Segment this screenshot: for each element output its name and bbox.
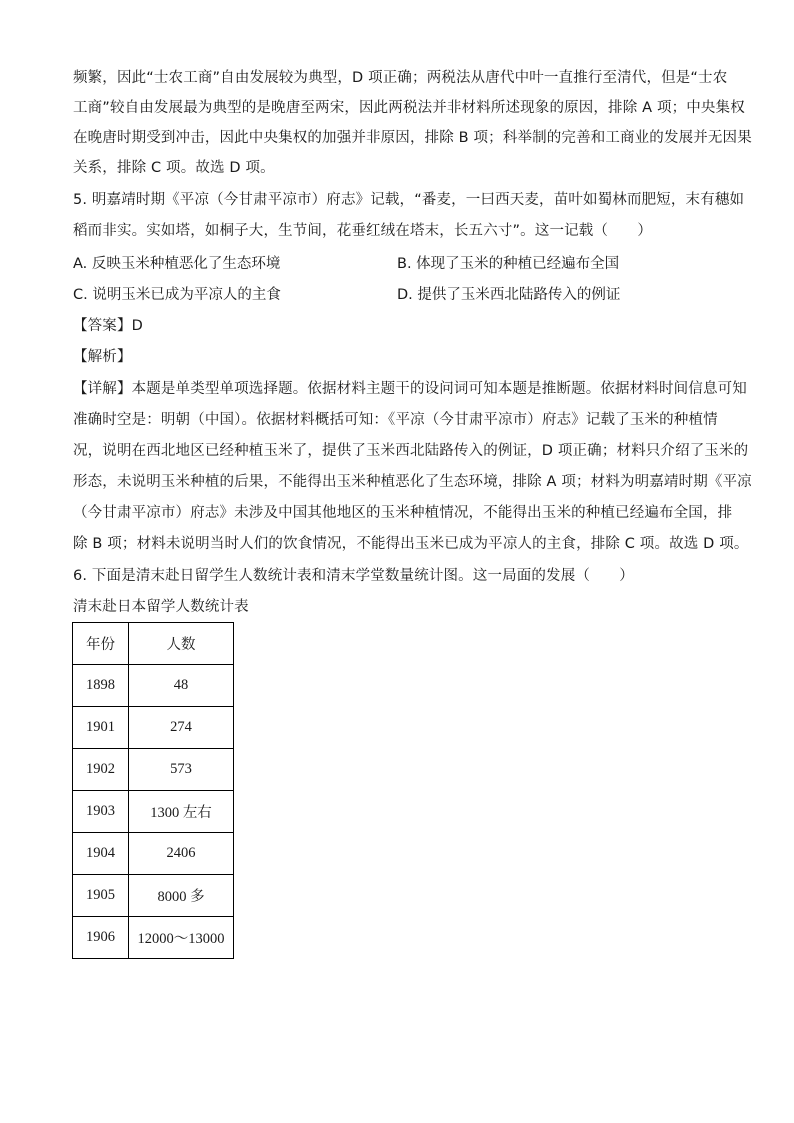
cell-count: 2406 — [129, 833, 234, 875]
cell-count: 48 — [129, 665, 234, 707]
cell-count: 8000 多 — [129, 875, 234, 917]
cell-year: 1903 — [73, 791, 129, 833]
cell-year: 1902 — [73, 749, 129, 791]
q5-detail-line: 除 B 项；材料未说明当时人们的饮食情况，不能得出玉米已成为平凉人的主食，排除 C 项。故选 D 项。 — [73, 536, 749, 552]
prev-explanation-line: 在晚唐时期受到冲击，因此中央集权的加强并非原因，排除 B 项；科举制的完善和工商业的发展并无因果 — [73, 130, 752, 146]
prev-explanation-line: 工商”较自由发展最为典型的是晚唐至两宋，因此两税法并非材料所述现象的原因，排除 A 项；中央集权 — [73, 100, 745, 116]
prev-explanation-line: 频繁，因此“士农工商”自由发展较为典型，D 项正确；两税法从唐代中叶一直推行至清代，但是“士农 — [73, 70, 728, 86]
table-row — [73, 749, 234, 791]
cell-year: 1904 — [73, 833, 129, 875]
q5-detail-line: 【详解】本题是单类型单项选择题。依据材料主题干的设问词可知本题是推断题。依据材料时间信息可知 — [73, 381, 747, 397]
q5-analysis-label: 【解析】 — [73, 349, 132, 365]
q5-stem-line: 5. 明嘉靖时期《平凉（今甘肃平凉市）府志》记载，“番麦，一曰西天麦，苗叶如蜀林而肥短，末有穗如 — [73, 192, 745, 208]
cell-count: 1300 左右 — [129, 791, 234, 833]
cell-count: 573 — [129, 749, 234, 791]
q5-answer — [73, 316, 143, 336]
cell-year: 1906 — [73, 917, 129, 959]
table-row — [73, 707, 234, 749]
study-abroad-table — [72, 622, 234, 959]
cell-count: 274 — [129, 707, 234, 749]
q5-option-b: B. 体现了玉米的种植已经遍布全国 — [397, 256, 620, 272]
cell-count: 12000～13000 — [129, 917, 234, 959]
q5-option-c: C. 说明玉米已成为平凉人的主食 — [73, 287, 281, 303]
table-row — [73, 875, 234, 917]
table-row — [73, 917, 234, 959]
answer-value: D — [131, 318, 143, 334]
cell-year: 1905 — [73, 875, 129, 917]
header-count: 人数 — [129, 623, 234, 665]
q5-detail-line: 准确时空是：明朝（中国）。依据材料概括可知：《平凉（今甘肃平凉市）府志》记载了玉米的种植情 — [73, 412, 718, 428]
header-year: 年份 — [73, 623, 129, 665]
cell-year: 1898 — [73, 665, 129, 707]
prev-explanation-line: 关系，排除 C 项。故选 D 项。 — [73, 160, 275, 176]
q5-detail-line: 况，说明在西北地区已经种植玉米了，提供了玉米西北陆路传入的例证，D 项正确；材料只介绍了玉米的 — [73, 443, 749, 459]
table-row — [73, 791, 234, 833]
q5-option-a: A. 反映玉米种植恶化了生态环境 — [73, 256, 281, 272]
q5-detail-line: （今甘肃平凉市）府志》未涉及中国其他地区的玉米种植情况，不能得出玉米的种植已经遍布全国，排 — [73, 505, 733, 521]
table-header-row — [73, 623, 234, 665]
q5-detail-line: 形态，未说明玉米种植的后果，不能得出玉米种植恶化了生态环境，排除 A 项；材料为明嘉靖时期《平凉 — [73, 474, 752, 490]
q6-table-title: 清末赴日本留学人数统计表 — [73, 599, 249, 615]
q5-option-d: D. 提供了玉米西北陆路传入的例证 — [397, 287, 621, 303]
answer-label: 【答案】 — [73, 318, 132, 334]
cell-year: 1901 — [73, 707, 129, 749]
table-row — [73, 665, 234, 707]
q5-stem-line: 稻而非实。实如塔，如桐子大，生节间，花垂红绒在塔末，长五六寸”。这一记载（ ） — [73, 223, 653, 239]
table-row — [73, 833, 234, 875]
q6-stem: 6. 下面是清末赴日留学生人数统计表和清末学堂数量统计图。这一局面的发展（ ） — [73, 568, 634, 584]
